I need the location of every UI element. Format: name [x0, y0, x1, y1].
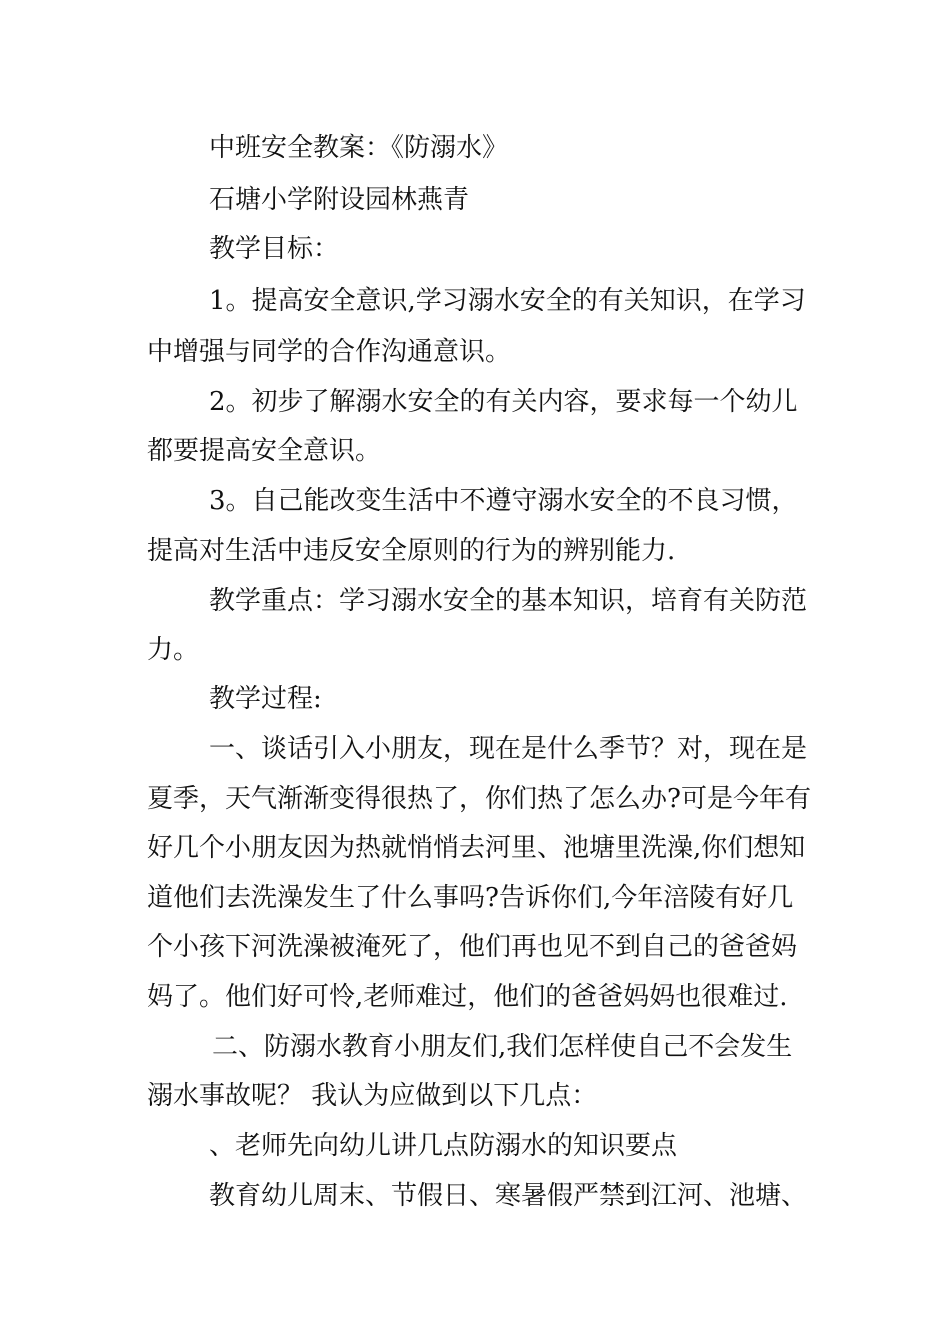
objective-1-line-1: 1。提高安全意识,学习溺水安全的有关知识，在学习 [209, 286, 806, 316]
education-line: 教育幼儿周末、节假日、寒暑假严禁到江河、池塘、 [209, 1181, 808, 1211]
section-2-line-1: 二、防溺水教育小朋友们,我们怎样使自己不会发生 [212, 1032, 793, 1062]
section-2-line-2: 溺水事故呢？ 我认为应做到以下几点： [147, 1081, 598, 1111]
section-1-line-1: 一、谈话引入小朋友，现在是什么季节？对，现在是 [209, 734, 808, 764]
document-title: 中班安全教案：《防溺水》 [209, 133, 509, 163]
document-author: 石塘小学附设园林燕青 [209, 185, 470, 215]
objective-2-line-2: 都要提高安全意识。 [147, 436, 382, 466]
objective-3-line-1: 3。自己能改变生活中不遵守溺水安全的不良习惯， [209, 486, 798, 516]
section-1-line-5: 个小孩下河洗澡被淹死了，他们再也见不到自己的爸爸妈 [147, 932, 798, 962]
teaching-focus-line-1: 教学重点：学习溺水安全的基本知识，培育有关防范 [209, 586, 808, 616]
section-1-line-3: 好几个小朋友因为热就悄悄去河里、池塘里洗澡,你们想知 [147, 833, 806, 863]
objective-3-line-2: 提高对生活中违反安全原则的行为的辨别能力. [147, 536, 676, 566]
knowledge-point-line: 、老师先向幼儿讲几点防溺水的知识要点 [209, 1131, 678, 1161]
teaching-focus-line-2: 力。 [147, 635, 200, 665]
objectives-heading: 教学目标： [209, 234, 340, 264]
section-1-line-2: 夏季，天气渐渐变得很热了，你们热了怎么办?可是今年有 [147, 784, 811, 814]
section-1-line-6: 妈了。他们好可怜,老师难过，他们的爸爸妈妈也很难过. [147, 982, 788, 1012]
objective-1-line-2: 中增强与同学的合作沟通意识。 [147, 337, 512, 367]
section-1-line-4: 道他们去洗澡发生了什么事吗?告诉你们,今年涪陵有好几 [147, 883, 794, 913]
objective-2-line-1: 2。初步了解溺水安全的有关内容，要求每一个幼儿 [209, 387, 798, 417]
process-heading: 教学过程: [209, 684, 322, 714]
